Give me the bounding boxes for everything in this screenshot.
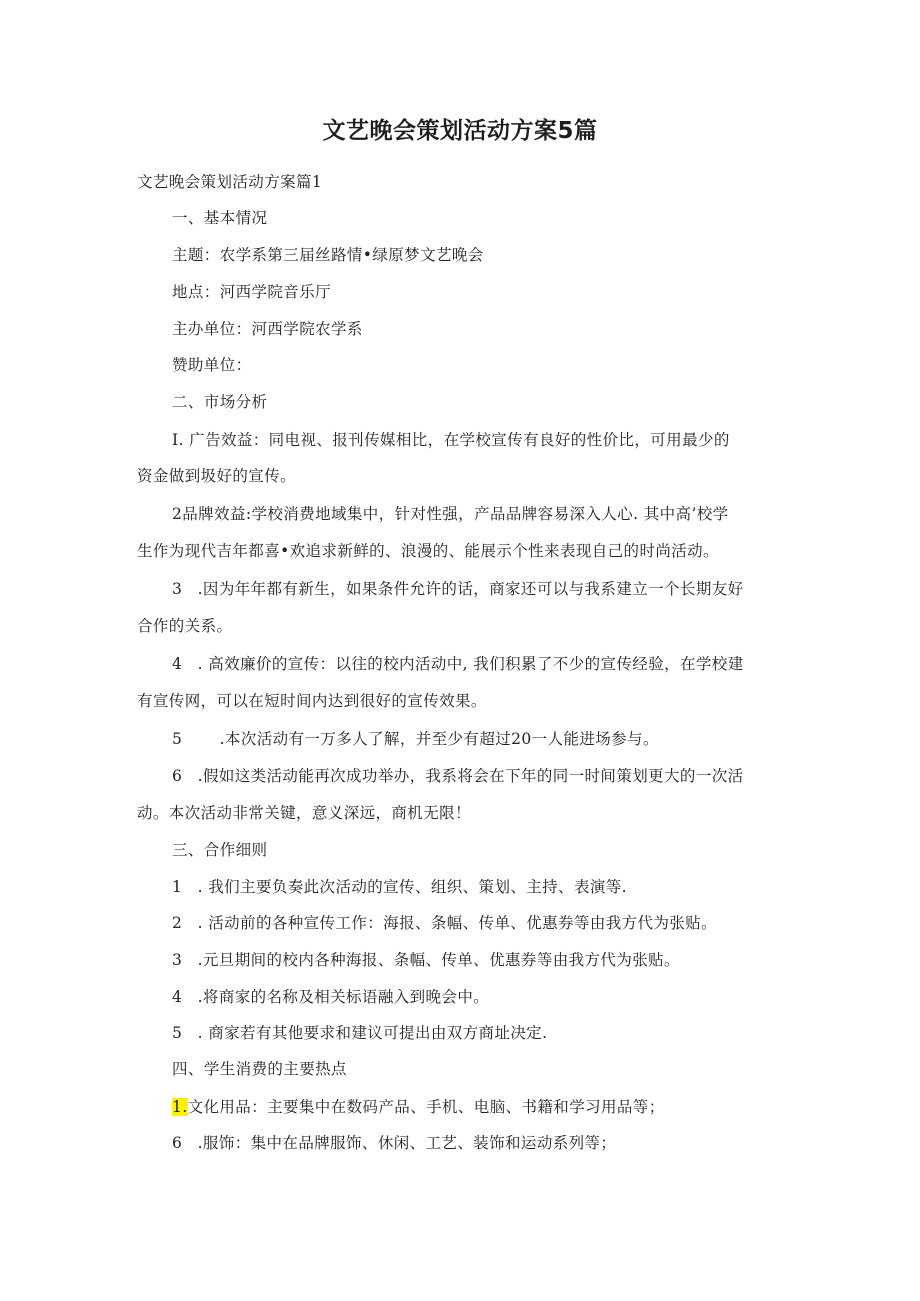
paragraph-line	[172, 577, 744, 599]
paragraph-text: .假如这类活动能再次成功举办，我系将会在下年的同一时间策划更大的一次活	[197, 767, 744, 785]
list-text: . 活动前的各种宣传工作：海报、条幅、传单、优惠券等由我方代为张贴。	[197, 914, 718, 932]
list-number: 3	[172, 580, 183, 598]
list-item	[172, 875, 627, 897]
list-number: 3	[172, 951, 183, 969]
section-heading: 一、基本情况	[172, 209, 268, 227]
list-number: 5	[172, 730, 183, 748]
list-number: 6	[172, 767, 183, 785]
paragraph-text: . 高效廉价的宣传：以往的校内活动中, 我们积累了不少的宣传经验，在学校建	[197, 655, 744, 673]
sponsor-line: 赞助单位：	[172, 356, 252, 374]
list-item	[172, 1131, 616, 1153]
paragraph-line	[172, 764, 744, 786]
list-text: .服饰：集中在品牌服饰、休闲、工艺、装饰和运动系列等；	[197, 1134, 617, 1152]
list-item	[172, 948, 680, 970]
list-number-highlighted: 1.	[172, 1098, 188, 1116]
paragraph-text: .因为年年都有新生，如果条件允许的话，商家还可以与我系建立一个长期友好	[197, 580, 744, 598]
paragraph-line: I. 广告效益：同电视、报刊传媒相比，在学校宣传有良好的性价比，可用最少的	[172, 431, 730, 449]
list-text: .将商家的名称及相关标语融入到晚会中。	[197, 988, 490, 1006]
paragraph-line: 资金做到圾好的宣传。	[137, 467, 297, 485]
section-heading: 三、合作细则	[172, 841, 268, 859]
list-text: . 我们主要负奏此次活动的宣传、组织、策划、主持、表演等.	[197, 878, 627, 896]
paragraph-line: 有宣传网，可以在短时间内达到很好的宣传效果。	[137, 692, 487, 710]
list-number: 4	[172, 988, 183, 1006]
paragraph-line	[172, 652, 744, 674]
list-number: 1	[172, 878, 183, 896]
list-item	[172, 1095, 665, 1117]
list-number: 6	[172, 1134, 183, 1152]
paragraph-line: 生作为现代吉年都喜•欢追求新鲜的、浪漫的、能展示个性来表现自己的时尚活动。	[137, 542, 719, 560]
paragraph-line	[172, 727, 659, 749]
list-text: . 商家若有其他要求和建议可提出由双方商址决定.	[197, 1024, 548, 1042]
paragraph-line: 动。本次活动非常关键，意义深远，商机无限！	[137, 804, 471, 822]
host-line: 主办单位：河西学院农学系	[172, 320, 363, 338]
venue-line: 地点：河西学院音乐厅	[172, 283, 332, 301]
list-number: 4	[172, 655, 183, 673]
paragraph-text: .本次活动有一万多人了解，并至少有超过20一人能进场参与。	[219, 730, 659, 748]
list-text: 文化用品：主要集中在数码产品、手机、电脑、书籍和学习用品等；	[187, 1098, 665, 1116]
section-heading: 二、市场分析	[172, 393, 268, 411]
list-item	[172, 1021, 547, 1043]
paragraph-line: 合作的关系。	[137, 617, 233, 635]
document-subtitle: 文艺晚会策划活动方案篇1	[137, 173, 323, 191]
list-item	[172, 985, 489, 1007]
list-text: .元旦期间的校内各种海报、条幅、传单、优惠券等由我方代为张贴。	[197, 951, 680, 969]
section-heading: 四、学生消费的主要热点	[172, 1060, 347, 1078]
theme-line: 主题：农学系第三届丝路情•绿原梦文艺晚会	[172, 246, 484, 264]
document-title: 文艺晚会策划活动方案5篇	[322, 118, 598, 144]
list-number: 2	[172, 914, 183, 932]
list-item	[172, 911, 717, 933]
paragraph-line: 2品牌效益:学校消费地域集中，针对性强，产品品牌容易深入人心. 其中高’校学	[172, 505, 729, 523]
list-number: 5	[172, 1024, 183, 1042]
